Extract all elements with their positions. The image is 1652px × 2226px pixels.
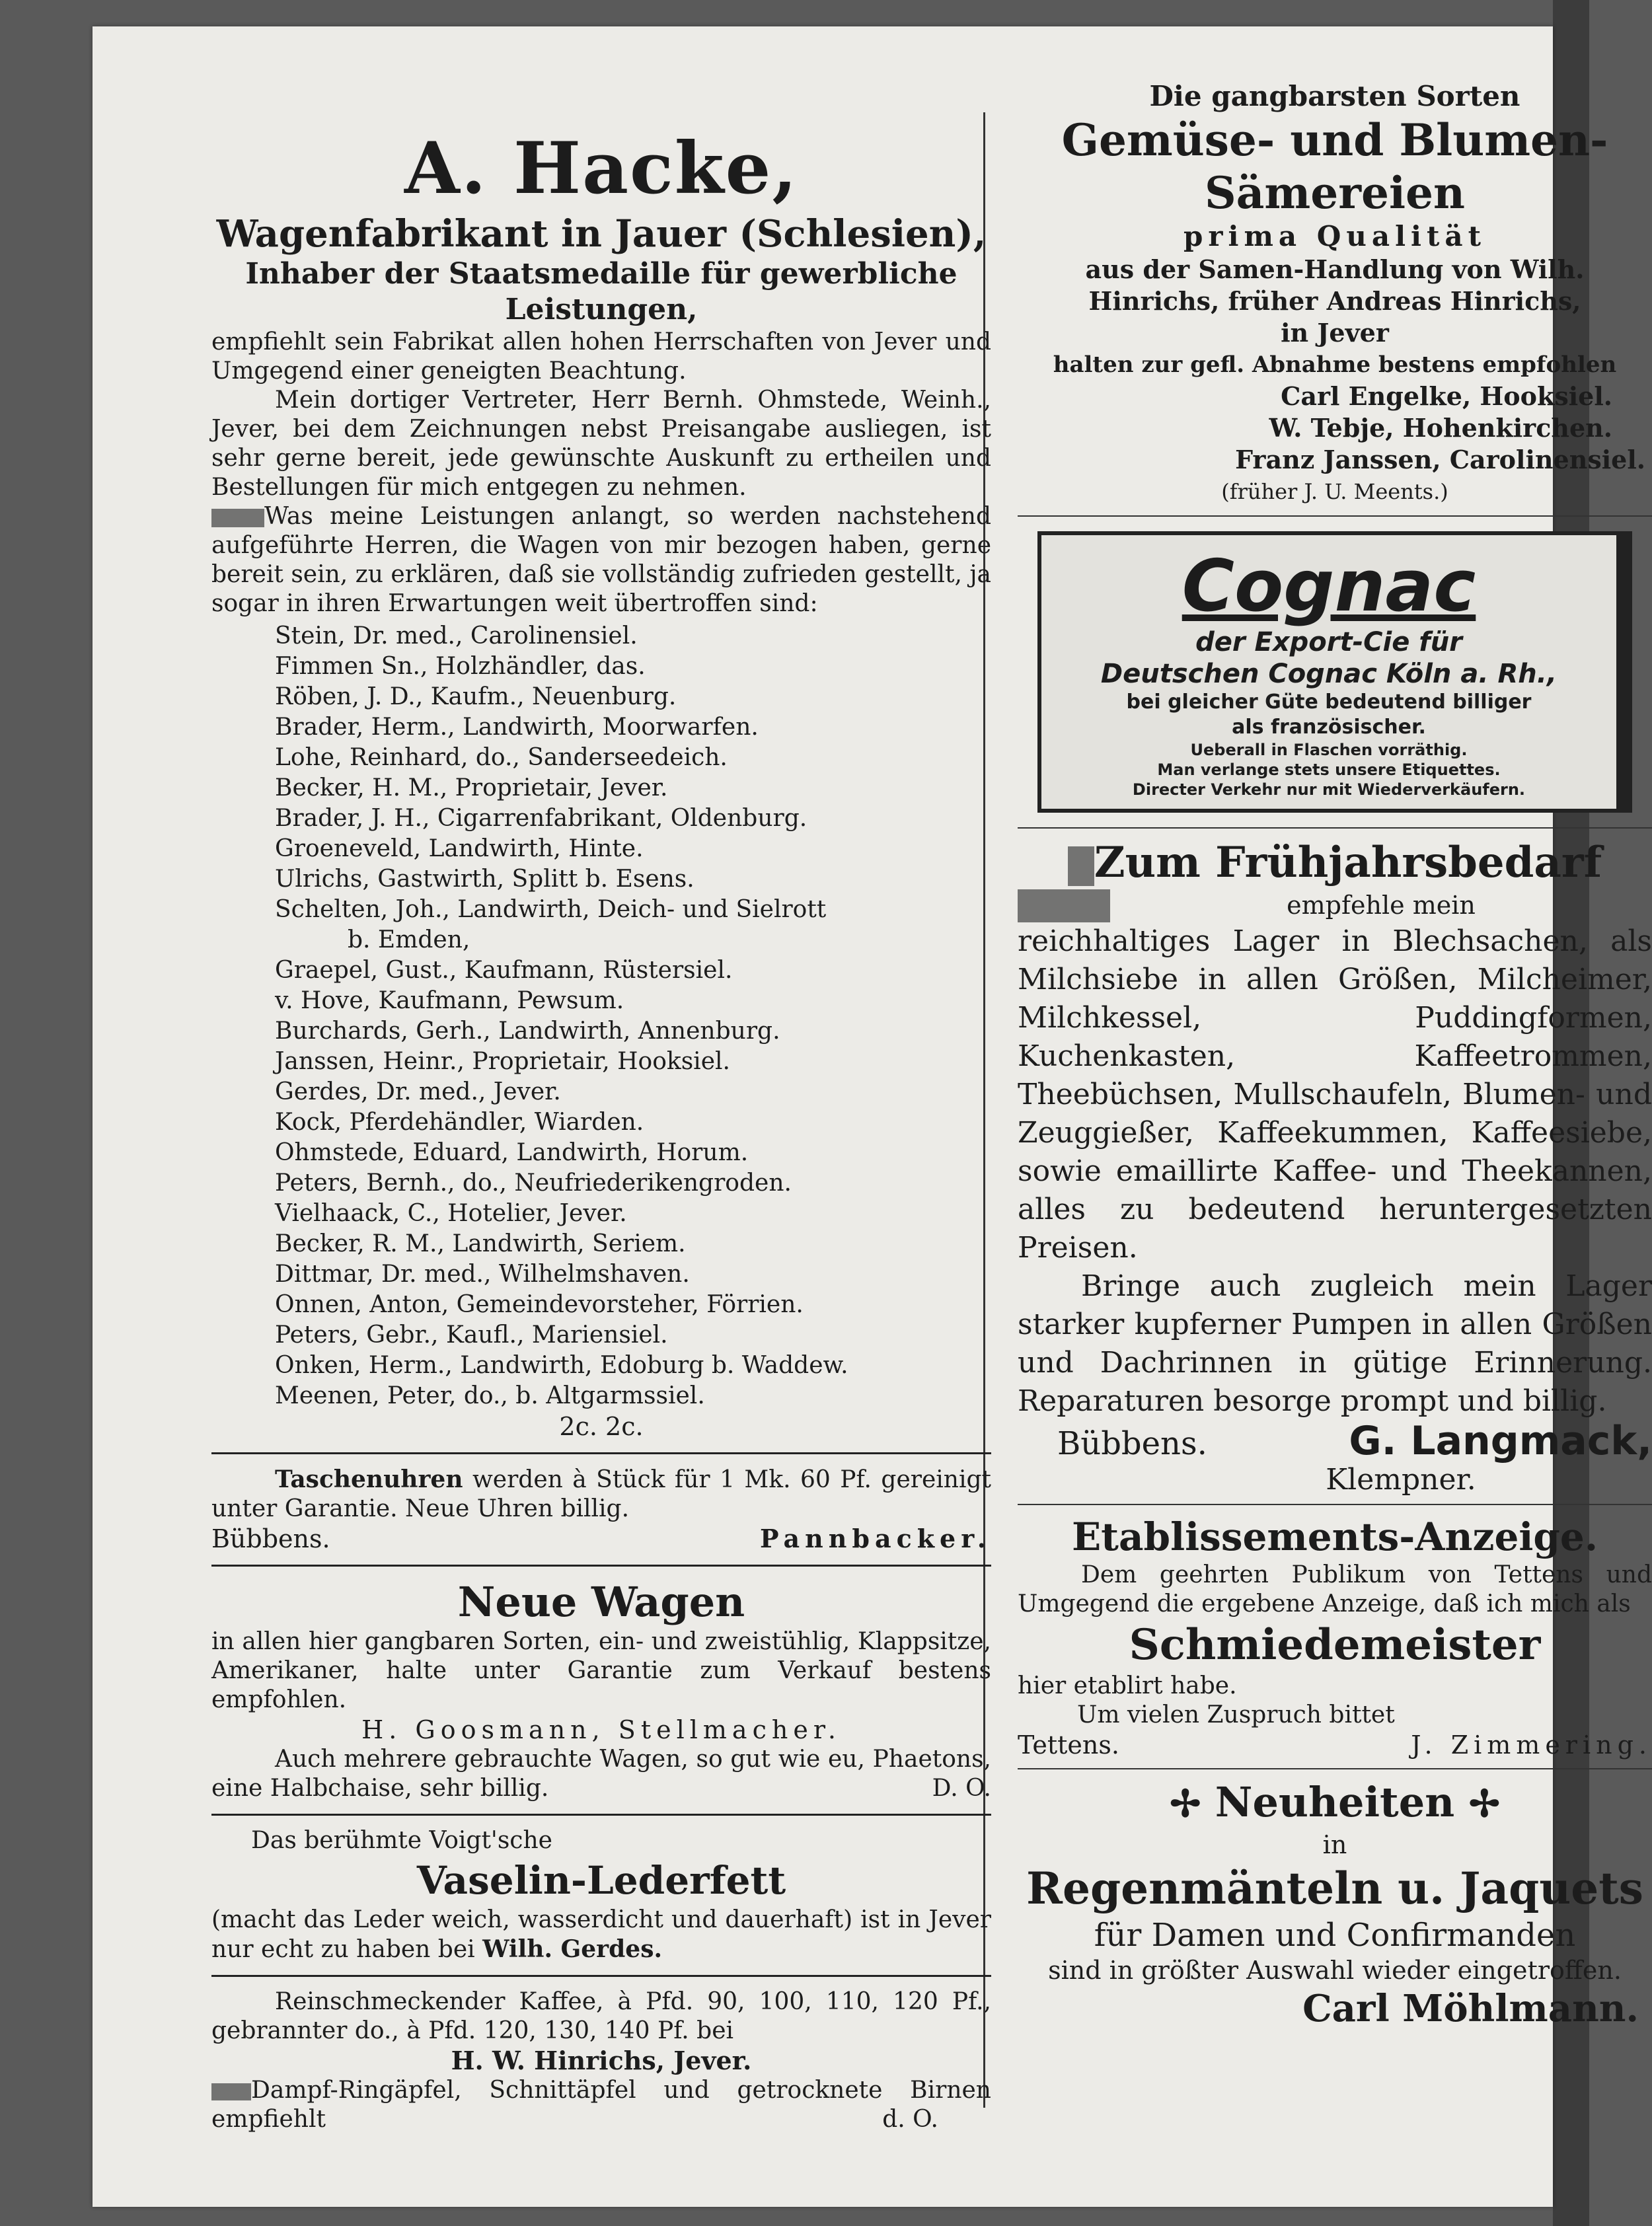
- etab-signature: [1018, 1730, 1652, 1760]
- vaselin-title: Vaselin-Lederfett: [416, 1858, 786, 1903]
- neuheiten-ad: [1018, 1777, 1652, 2031]
- divider: [1018, 1768, 1652, 1769]
- uhren-signature: [211, 1524, 991, 1554]
- kaffee-initials: d. O.: [882, 2106, 938, 2133]
- list-item: Burchards, Gerh., Landwirth, Annenburg.: [275, 1018, 780, 1045]
- vaselin-seller: Wilh. Gerdes.: [482, 1935, 663, 1963]
- divider: [211, 1975, 991, 1977]
- hacke-p1: empfiehlt sein Fabrikat allen hohen Herrschaften von Jever und Umgegend einer geneigten Beachtung.: [211, 328, 991, 385]
- list-item: Peters, Gebr., Kaufl., Mariensiel.: [275, 1321, 668, 1349]
- list-item: b. Emden,: [348, 926, 470, 953]
- fruehjahr-name: G. Langmack,: [1349, 1418, 1652, 1464]
- neuheiten-l2: sind in größter Auswahl wieder eingetroffen.: [1048, 1956, 1622, 1985]
- left-column: [211, 26, 991, 2134]
- right-column: [1018, 26, 1652, 2031]
- ink-blot: [1018, 889, 1110, 922]
- wagen-maker: H. Goosmann, Stellmacher.: [361, 1715, 841, 1744]
- etab-text: Dem geehrten Publikum von Tettens und Umgegend die ergebene Anzeige, daß ich mich als: [1018, 1561, 1652, 1617]
- cognac-s1: Ueberall in Flaschen vorräthig.: [1190, 741, 1468, 759]
- hacke-p3-text: Was meine Leistungen anlangt, so werden nachstehend aufgeführte Herren, die Wagen von mir bezogen haben, gerne bereit sein, zu erklären, daß sie vollständig zufrieden gestellt, ja sogar in ihren Erwartungen weit übertroffen sind:: [211, 503, 991, 617]
- neuheiten-title2: Regenmänteln u. Jaquets: [1026, 1863, 1643, 1914]
- samen-l4: halten zur gefl. Abnahme bestens empfohlen: [1053, 352, 1617, 378]
- cross-ornament-icon: ✢: [1170, 1782, 1201, 1826]
- hacke-p2: Mein dortiger Vertreter, Herr Bernh. Ohmstede, Weinh., Jever, bei dem Zeichnungen nebst Preisangabe ausliegen, ist sehr gerne bereit, jede gewünschte Auskunft zu ertheilen und Bestellungen für mich entgegen zu nehmen.: [211, 387, 991, 501]
- wagen-initials: D. O.: [932, 1775, 991, 1802]
- ink-blot: [211, 509, 264, 527]
- list-item: Becker, R. M., Landwirth, Seriem.: [275, 1230, 686, 1257]
- vaselin-text: (macht das Leder weich, wasserdicht und dauerhaft) ist in Jever nur echt zu haben bei: [211, 1906, 991, 1963]
- list-item: Vielhaack, C., Hotelier, Jever.: [275, 1200, 627, 1227]
- cognac-s2: Man verlange stets unsere Etiquettes.: [1157, 761, 1501, 779]
- list-item: Brader, Herm., Landwirth, Moorwarfen.: [275, 714, 759, 741]
- wagen-text2-body: Auch mehrere gebrauchte Wagen, so gut wie eu, Phaetons, eine Halbchaise, sehr billig.: [211, 1746, 991, 1802]
- list-item: Lohe, Reinhard, do., Sanderseedeich.: [275, 744, 728, 771]
- samen-dealer-4: (früher J. U. Meents.): [1221, 479, 1448, 504]
- fruehjahr-signature: [1018, 1418, 1652, 1464]
- vaselin-pre: Das berühmte Voigt'sche: [251, 1827, 552, 1854]
- kaffee-seller: H. W. Hinrichs, Jever.: [451, 2046, 752, 2075]
- kaffee-line2: [211, 2076, 991, 2134]
- fruehjahr-body: reichhaltiges Lager in Blechsachen, als Milchsiebe in allen Größen, Milcheimer, Milchkessel, Puddingformen, Kuchenkasten, Kaffeetrommen, Theebüchsen, Mullschaufeln, Blumen- und Zeuggießer, Kaffeekummen, Kaffeesiebe, sowie emaillirte Kaffee- und Theekannen, alles zu bedeutend heruntergesetzten Preisen.: [1018, 924, 1652, 1265]
- kaffee-line2-text: Dampf-Ringäpfel, Schnittäpfel und getrocknete Birnen empfiehlt: [211, 2077, 991, 2133]
- vaselin-ad: [211, 1826, 991, 1964]
- list-item: Fimmen Sn., Holzhändler, das.: [275, 653, 646, 680]
- samen-dealer-2: W. Tebje, Hohenkirchen.: [1269, 413, 1612, 443]
- fruehjahr-title-text: Zum Frühjahrsbedarf: [1094, 838, 1602, 887]
- hacke-medal: Inhaber der Staatsmedaille für gewerbliche Leistungen,: [245, 257, 957, 326]
- cognac-s3: Directer Verkehr nur mit Wiederverkäufern.: [1132, 780, 1526, 799]
- list-item: Ulrichs, Gastwirth, Splitt b. Esens.: [275, 866, 695, 893]
- uhren-lead: Taschenuhren: [275, 1465, 463, 1493]
- neuheiten-title-line: [1018, 1777, 1652, 1829]
- samen-l1: aus der Samen-Handlung von Wilh.: [1085, 254, 1585, 284]
- neuheiten-l1: für Damen und Confirmanden: [1094, 1917, 1576, 1954]
- samen-quality: prima Qualität: [1183, 220, 1486, 252]
- fruehjahr-sub: [1018, 889, 1652, 921]
- samen-title1: Gemüse- und Blumen-: [1061, 114, 1608, 166]
- cognac-ad: [1037, 531, 1632, 813]
- neuheiten-in: in: [1322, 1830, 1347, 1859]
- cognac-l4: als französischer.: [1232, 716, 1426, 739]
- list-item: v. Hove, Kaufmann, Pewsum.: [275, 987, 624, 1014]
- divider: [211, 1565, 991, 1567]
- reference-list: [275, 621, 991, 1411]
- etab-text2: hier etablirt habe.: [1018, 1672, 1237, 1699]
- list-item: Gerdes, Dr. med., Jever.: [275, 1078, 561, 1105]
- list-item: Janssen, Heinr., Proprietair, Hooksiel.: [275, 1048, 730, 1075]
- divider: [211, 1452, 991, 1454]
- kaffee-line1: Reinschmeckender Kaffee, à Pfd. 90, 100, 110, 120 Pf., gebrannter do., à Pfd. 120, 130, 140 Pf. bei: [211, 1988, 991, 2044]
- etab-trade: Schmiedemeister: [1129, 1620, 1541, 1670]
- list-item: Onken, Herm., Landwirth, Edoburg b. Waddew.: [275, 1352, 848, 1379]
- ink-blot: [1068, 846, 1094, 886]
- cognac-l1: der Export-Cie für: [1195, 627, 1462, 657]
- divider: [1018, 827, 1652, 829]
- neuheiten-name: Carl Möhlmann.: [1302, 1987, 1639, 2030]
- list-item: Röben, J. D., Kaufm., Neuenburg.: [275, 683, 677, 710]
- etab-ad: [1018, 1513, 1652, 1760]
- uhren-ad: [211, 1465, 991, 1554]
- samen-title2: Sämereien: [1204, 167, 1466, 219]
- wagen-text2: [211, 1745, 991, 1803]
- hacke-ad: [211, 126, 991, 1442]
- samen-l2: Hinrichs, früher Andreas Hinrichs,: [1088, 286, 1581, 316]
- fruehjahr-title: [1018, 836, 1652, 889]
- wagen-text: in allen hier gangbaren Sorten, ein- und zweistühlig, Klappsitze, Amerikaner, halte unter Garantie zum Verkauf bestens empfohlen.: [211, 1628, 991, 1713]
- samen-dealer-3: Franz Janssen, Carolinensiel.: [1235, 445, 1645, 474]
- wagen-title: Neue Wagen: [457, 1578, 745, 1626]
- list-item: Brader, J. H., Cigarrenfabrikant, Oldenburg.: [275, 805, 807, 832]
- samen-l3: in Jever: [1281, 318, 1389, 348]
- fruehjahr-trade: Klempner.: [1326, 1463, 1476, 1497]
- divider: [211, 1814, 991, 1816]
- hacke-etc: 2c. 2c.: [559, 1412, 644, 1441]
- kaffee-ad: [211, 1987, 991, 2134]
- hacke-title: A. Hacke,: [404, 127, 798, 210]
- cognac-title: Cognac: [1182, 545, 1476, 628]
- fruehjahr-sub-text: empfehle mein: [1287, 891, 1476, 920]
- uhren-place: Bübbens.: [211, 1524, 330, 1553]
- hacke-p3: [211, 502, 991, 618]
- cognac-l2: Deutschen Cognac Köln a. Rh.,: [1100, 659, 1558, 689]
- divider: [1018, 1504, 1652, 1505]
- wagen-ad: [211, 1577, 991, 1803]
- list-item: Meenen, Peter, do., b. Altgarmssiel.: [275, 1382, 705, 1409]
- list-item: Stein, Dr. med., Carolinensiel.: [275, 622, 638, 649]
- etab-name: J. Zimmering.: [1411, 1730, 1652, 1760]
- fruehjahr-place: Bübbens.: [1057, 1425, 1207, 1462]
- list-item: Dittmar, Dr. med., Wilhelmshaven.: [275, 1261, 690, 1288]
- newspaper-page: [93, 26, 1652, 2207]
- list-item: Groeneveld, Landwirth, Hinte.: [275, 835, 644, 862]
- list-item: Onnen, Anton, Gemeindevorsteher, Förrien.: [275, 1291, 804, 1318]
- ink-blot: [211, 2083, 251, 2100]
- cross-ornament-icon: ✢: [1468, 1782, 1500, 1826]
- etab-text3: Um vielen Zuspruch bittet: [1077, 1701, 1395, 1728]
- list-item: Peters, Bernh., do., Neufriederikengroden.: [275, 1169, 792, 1197]
- uhren-text: werden à Stück für 1 Mk. 60 Pf. gereinigt unter Garantie. Neue Uhren billig.: [211, 1466, 991, 1522]
- fruehjahr-ad: [1018, 836, 1652, 1496]
- list-item: Schelten, Joh., Landwirth, Deich- und Sielrott: [275, 896, 827, 923]
- etab-title: Etablissements-Anzeige.: [1071, 1514, 1598, 1559]
- list-item: Ohmstede, Eduard, Landwirth, Horum.: [275, 1139, 749, 1166]
- list-item: Kock, Pferdehändler, Wiarden.: [275, 1109, 644, 1136]
- samen-ad: [1018, 79, 1652, 507]
- hacke-subtitle: Wagenfabrikant in Jauer (Schlesien),: [216, 212, 987, 256]
- fruehjahr-body2: Bringe auch zugleich mein Lager starker kupferner Pumpen in allen Größen und Dachrinnen in gütige Erinnerung. Reparaturen besorge prompt und billig.: [1018, 1269, 1652, 1418]
- list-item: Graepel, Gust., Kaufmann, Rüstersiel.: [275, 957, 733, 984]
- samen-dealer-1: Carl Engelke, Hooksiel.: [1281, 381, 1612, 411]
- list-item: Becker, H. M., Proprietair, Jever.: [275, 774, 668, 801]
- divider: [1018, 515, 1652, 517]
- etab-place: Tettens.: [1018, 1730, 1119, 1760]
- neuheiten-title: Neuheiten: [1215, 1778, 1455, 1826]
- cognac-l3: bei gleicher Güte bedeutend billiger: [1126, 690, 1532, 714]
- samen-pre: Die gangbarsten Sorten: [1149, 80, 1521, 112]
- uhren-name: Pannbacker.: [759, 1524, 991, 1553]
